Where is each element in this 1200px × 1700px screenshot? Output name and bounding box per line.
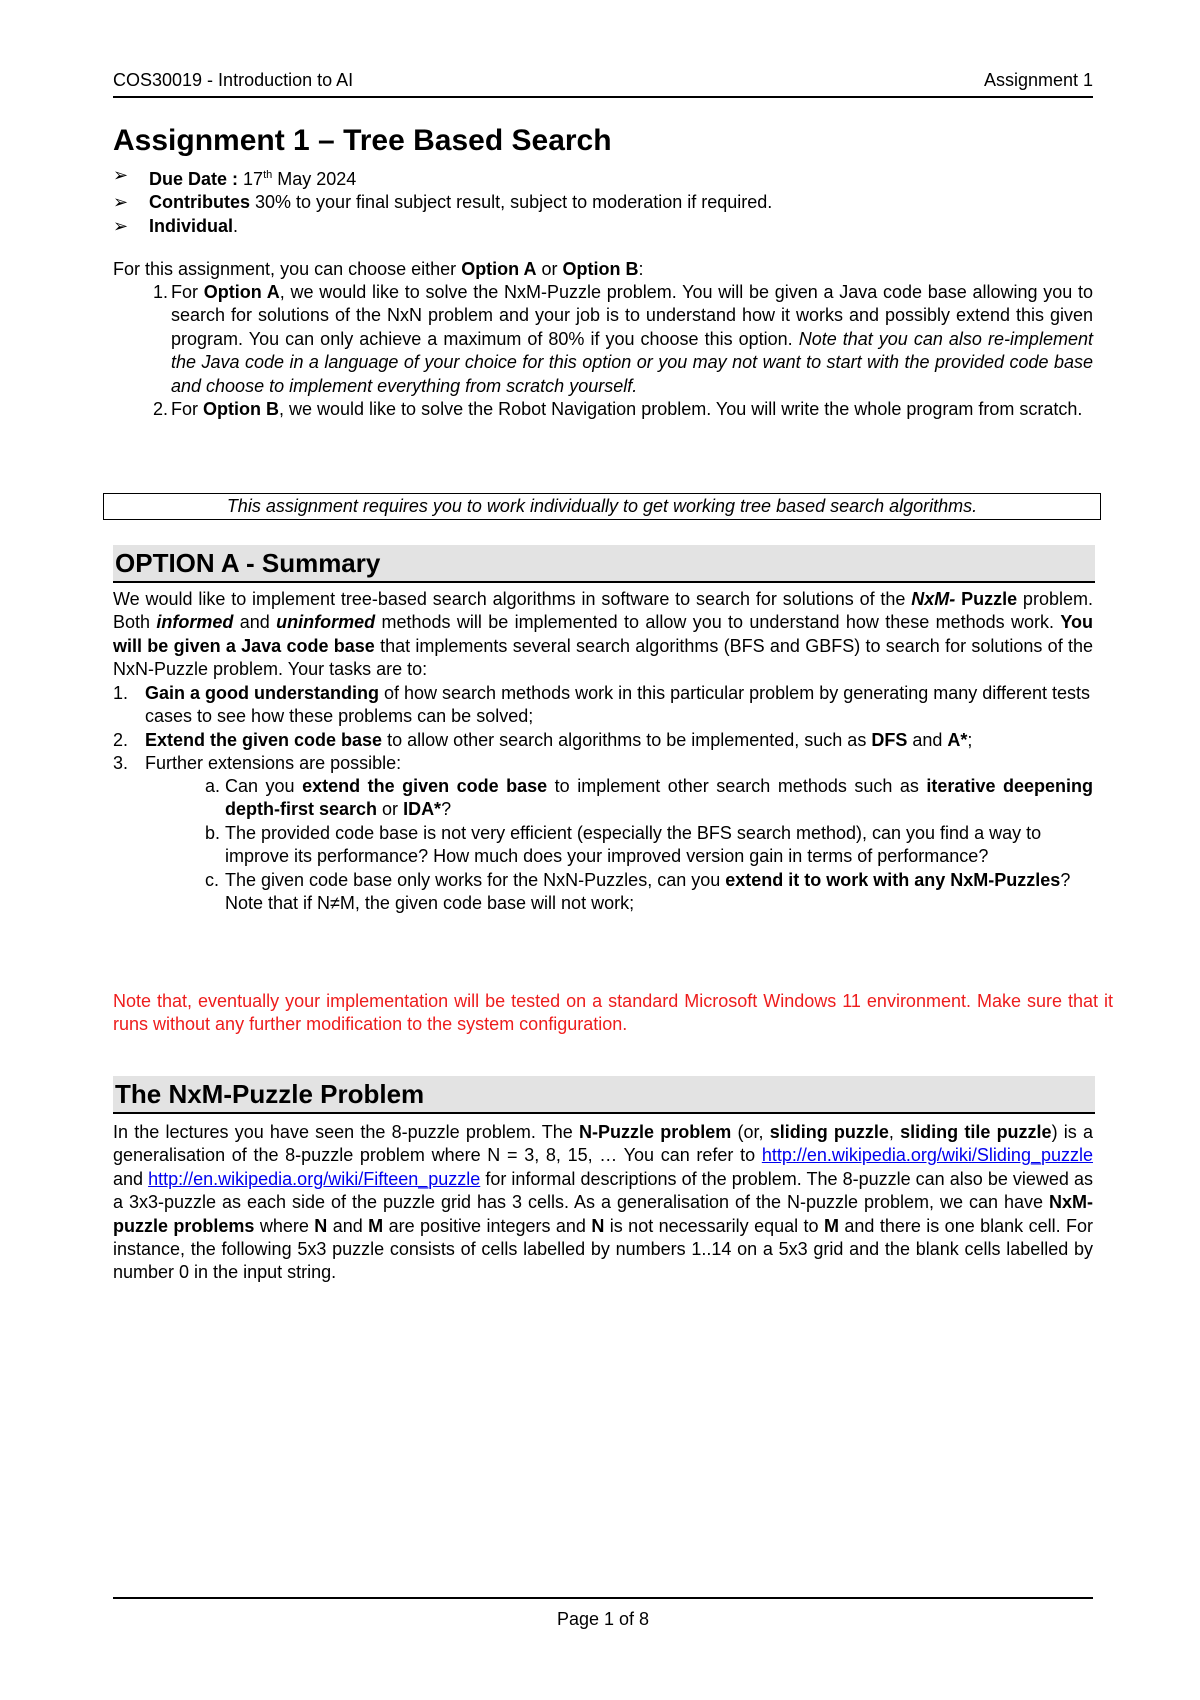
- header-rule: [113, 96, 1093, 98]
- header-course: COS30019 - Introduction to AI: [113, 70, 354, 90]
- sub-task-c: c. The given code base only works for the NxN-Puzzles, can you extend it to work with any NxM-Puzzles? Note that if N≠M, the given code base will not work;: [205, 869, 1071, 914]
- note-box: This assignment requires you to work individually to get working tree based search algorithms.: [103, 493, 1101, 520]
- page-header: [113, 70, 1093, 91]
- meta-individual: ➢ Individual.: [113, 215, 1093, 238]
- option-a-paragraph: We would like to implement tree-based search algorithms in software to search for solutions of the NxM- Puzzle problem. Both informed and uninformed methods will be implemented to allow you to understand how these methods work. You will be given a Java code base that implements several search algorithms (BFS and GBFS) to search for solutions of the NxN-Puzzle problem. Your tasks are to:: [113, 589, 1093, 680]
- due-label: Due Date :: [149, 169, 239, 189]
- footer-rule: [113, 1597, 1093, 1599]
- page-title: Assignment 1 – Tree Based Search: [113, 124, 612, 157]
- arrow-bullet-icon: ➢: [113, 215, 129, 236]
- red-note: Note that, eventually your implementation will be tested on a standard Microsoft Windows 11 environment. Make sure that it runs without any further modification to the system configuration.: [113, 991, 1113, 1035]
- arrow-bullet-icon: ➢: [113, 192, 129, 213]
- task-list: [113, 682, 1093, 776]
- nxm-heading: The NxM-Puzzle Problem: [113, 1076, 1095, 1114]
- task-item-3: 3. Further extensions are possible:: [113, 753, 402, 774]
- option-b-item: 2. For Option B, we would like to solve the Robot Navigation problem. You will write the whole program from scratch.: [153, 399, 1083, 420]
- sub-task-list: [205, 775, 1093, 915]
- arrow-bullet-icon: ➢: [113, 165, 129, 185]
- task-item-1: 1. Gain a good understanding of how search methods work in this particular problem by generating many different tests cases to see how these problems can be solved;: [113, 683, 1091, 727]
- fifteen-puzzle-link[interactable]: http://en.wikipedia.org/wiki/Fifteen_puzzle: [148, 1168, 481, 1189]
- header-assignment: Assignment 1: [983, 70, 1093, 90]
- sub-task-a: a. Can you extend the given code base to implement other search methods such as iterative deepening depth-first search or IDA*?: [205, 776, 1093, 820]
- nxm-paragraph: In the lectures you have seen the 8-puzzle problem. The N-Puzzle problem (or, sliding puzzle, sliding tile puzzle) is a generalisation of the 8-puzzle problem where N = 3, 8, 15, … You can refer to http://en.wikipedia.org/wiki/Sliding_puzzle and http://en.wikipedia.org/wiki/Fifteen_puzzle for informal descriptions of the problem. The 8-puzzle can also be viewed as a 3x3-puzzle as each side of the puzzle grid has 3 cells. As a generalisation of the N-puzzle problem, we can have NxM-puzzle problems where N and M are positive integers and N is not necessarily equal to M and there is one blank cell. For instance, the following 5x3 puzzle consists of cells labelled by numbers 1..14 on a 5x3 grid and the blank cells labelled by number 0 in the input string.: [113, 1122, 1094, 1283]
- page-number: Page 1 of 8: [556, 1609, 650, 1629]
- sub-task-b: b. The provided code base is not very efficient (especially the BFS search method), can you find a way to improve its performance? How much does your improved version gain in terms of performance?: [205, 822, 1042, 867]
- option-list: [153, 281, 1093, 421]
- task-item-2: 2. Extend the given code base to allow other search algorithms to be implemented, such as DFS and A*;: [113, 729, 973, 750]
- intro-paragraph: For this assignment, you can choose either Option A or Option B:: [113, 259, 644, 279]
- document-page: [113, 0, 1113, 1700]
- meta-contributes: ➢ Contributes 30% to your final subject result, subject to moderation if required.: [113, 191, 1093, 214]
- meta-due: ➢ Due Date : 17th May 2024: [113, 165, 357, 189]
- option-a-item: 1. For Option A, we would like to solve the NxM-Puzzle problem. You will be given a Java code base allowing you to search for solutions of the NxN problem and your job is to understand how it works and possibly extend this given program. You can only achieve a maximum of 80% if you choose this option. Note that you can also re-implement the Java code in a language of your choice for this option or you may not want to start with the provided code base and choose to implement everything from scratch yourself.: [153, 282, 1093, 396]
- option-a-heading: OPTION A - Summary: [113, 545, 1095, 583]
- meta-list: [113, 164, 1093, 238]
- sliding-puzzle-link[interactable]: http://en.wikipedia.org/wiki/Sliding_puzzle: [761, 1145, 1093, 1166]
